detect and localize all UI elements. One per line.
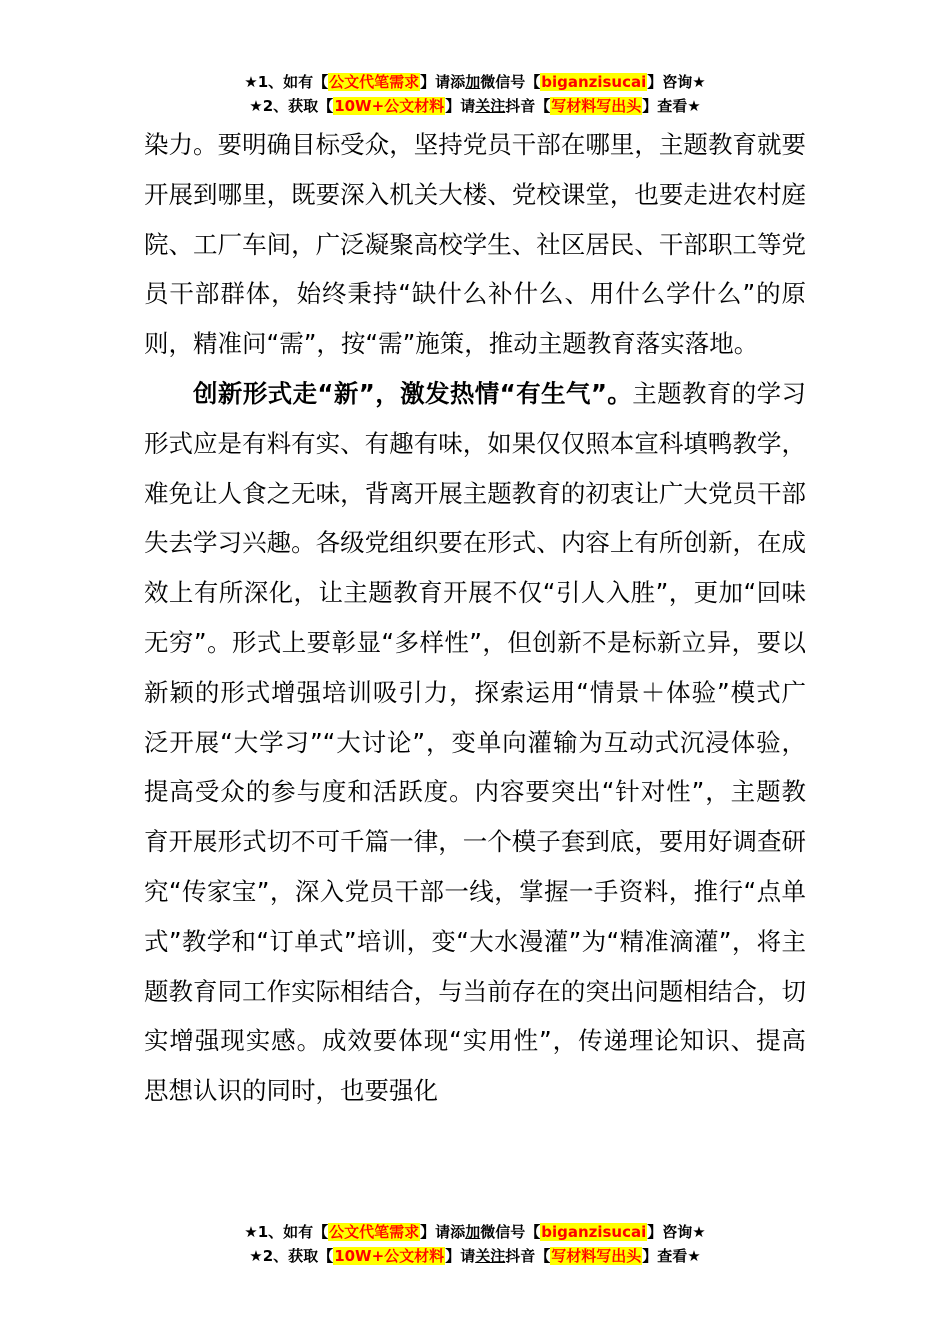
promo-suffix: 】咨询★ — [647, 1223, 706, 1241]
promo-suffix: 】咨询★ — [647, 73, 706, 91]
promo-prefix: ★1、如有【 — [244, 73, 329, 91]
promo-text: 微信号【 — [480, 73, 541, 91]
footer-promo-banner — [0, 1220, 950, 1268]
promo-text: 】请 — [445, 97, 476, 115]
promo-prefix: ★2、获取【 — [249, 97, 334, 115]
promo-underlined-text: 加 — [465, 1223, 481, 1241]
promo-text: 抖音【 — [505, 1247, 551, 1265]
promo-suffix: 】查看★ — [642, 97, 701, 115]
promo-prefix: ★2、获取【 — [249, 1247, 334, 1265]
promo-suffix: 】查看★ — [642, 1247, 701, 1265]
promo-douyin-name: 写材料写出头 — [551, 97, 642, 115]
promo-wechat-id: biganzisucai — [541, 1223, 647, 1241]
header-promo-banner — [0, 70, 950, 118]
promo-line-1 — [0, 70, 950, 94]
promo-text: 】请添 — [420, 73, 466, 91]
promo-text: 】请 — [445, 1247, 476, 1265]
body-paragraph — [144, 369, 806, 1116]
document-body — [144, 120, 806, 1116]
paragraph-lead-heading: 创新形式走“新”，激发热情“有生气”。 — [193, 378, 633, 408]
body-paragraph: 染力。要明确目标受众，坚持党员干部在哪里，主题教育就要开展到哪里，既要深入机关大楼、党校课堂，也要走进农村庭院、工厂车间，广泛凝聚高校学生、社区居民、干部职工等党员干部群体，始终秉持“缺什么补什么、用什么学什么”的原则，精准问“需”，按“需”施策，推动主题教育落实落地。 — [144, 130, 806, 359]
promo-highlight: 公文代笔需求 — [329, 1223, 420, 1241]
promo-underlined-text: 关注 — [475, 97, 506, 115]
paragraph-text: 主题教育的学习形式应是有料有实、有趣有味，如果仅仅照本宣科填鸭教学，难免让人食之无味，背离开展主题教育的初衷让广大党员干部失去学习兴趣。各级党组织要在形式、内容上有所创新，在成效上有所深化，让主题教育开展不仅“引人入胜”，更加“回味无穷”。形式上要彰显“多样性”，但创新不是标新立异，要以新颖的形式增强培训吸引力，探索运用“情景＋体验”模式广泛开展“大学习”“大讨论”，变单向灌输为互动式沉浸体验，提高受众的参与度和活跃度。内容要突出“针对性”，主题教育开展形式切不可千篇一律，一个模子套到底，要用好调查研究“传家宝”，深入党员干部一线，掌握一手资料，推行“点单式”教学和“订单式”培训，变“大水漫灌”为“精准滴灌”，将主题教育同工作实际相结合，与当前存在的突出问题相结合，切实增强现实感。成效要体现“实用性”，传递理论知识、提高思想认识的同时，也要强化 — [144, 378, 806, 1106]
promo-highlight: 10W+公文材料 — [334, 1247, 445, 1265]
promo-highlight: 10W+公文材料 — [334, 97, 445, 115]
promo-line-1 — [0, 1220, 950, 1244]
promo-underlined-text: 加 — [465, 73, 481, 91]
promo-prefix: ★1、如有【 — [244, 1223, 329, 1241]
promo-text: 】请添 — [420, 1223, 466, 1241]
promo-line-2 — [0, 94, 950, 118]
promo-wechat-id: biganzisucai — [541, 73, 647, 91]
promo-underlined-text: 关注 — [475, 1247, 506, 1265]
promo-line-2 — [0, 1244, 950, 1268]
promo-text: 微信号【 — [480, 1223, 541, 1241]
promo-highlight: 公文代笔需求 — [329, 73, 420, 91]
promo-douyin-name: 写材料写出头 — [551, 1247, 642, 1265]
promo-text: 抖音【 — [505, 97, 551, 115]
